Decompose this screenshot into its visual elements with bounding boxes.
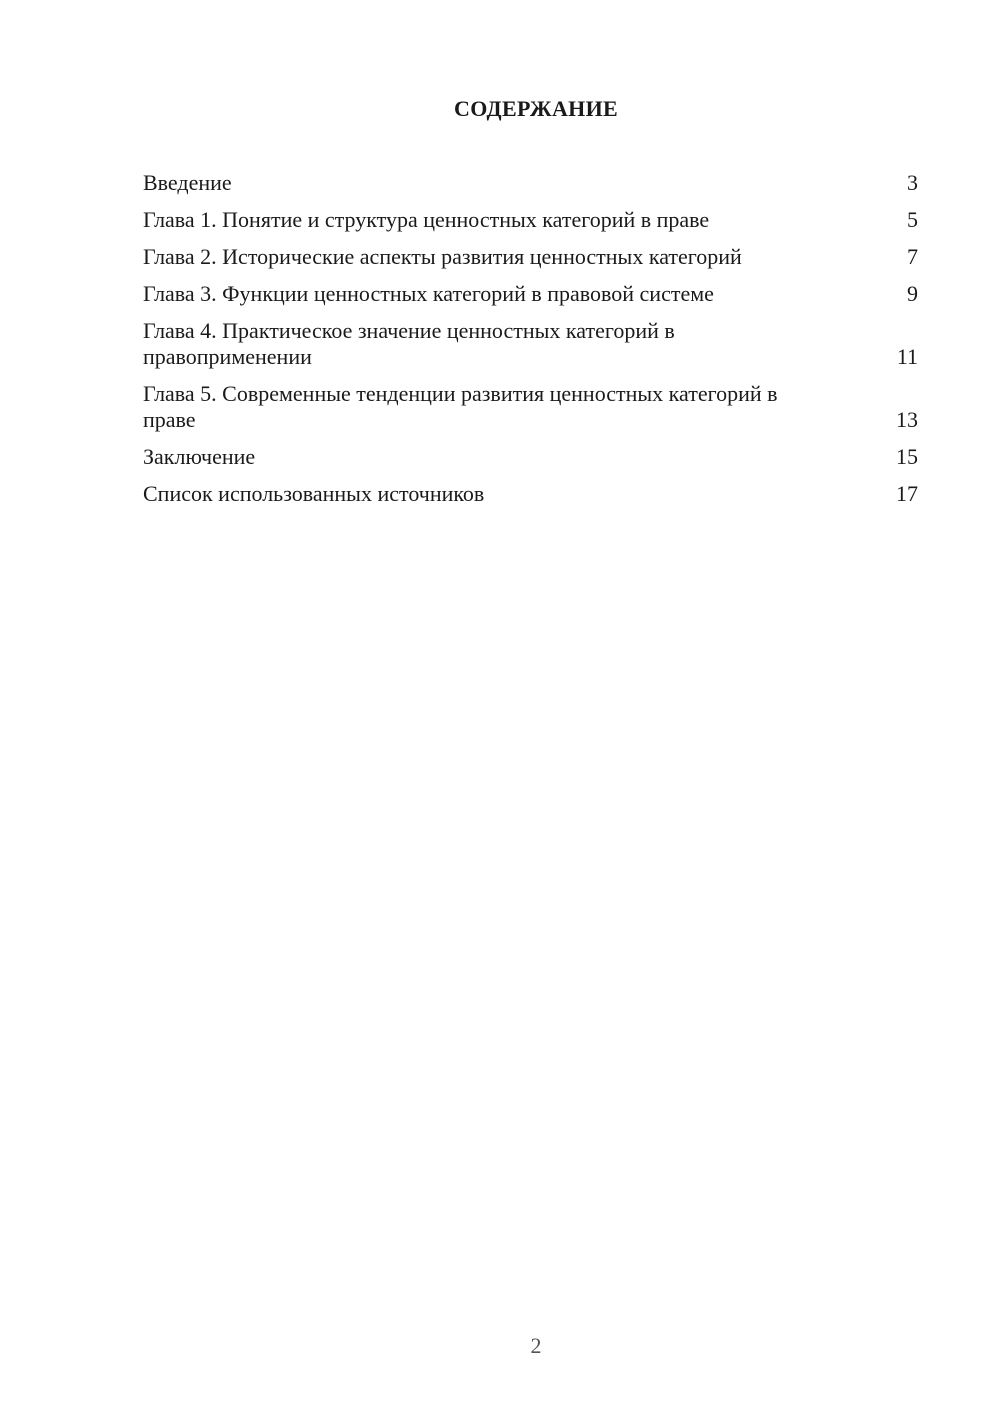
toc-entry-chapter-2 bbox=[143, 244, 918, 270]
toc-entry-references bbox=[143, 481, 918, 507]
toc-entry-page: 7 bbox=[907, 244, 918, 269]
toc-entry-page: 5 bbox=[907, 207, 918, 232]
toc-entry-title: Глава 2. Исторические аспекты развития ценностных категорий bbox=[143, 244, 742, 269]
toc-entry-title: Глава 3. Функции ценностных категорий в правовой системе bbox=[143, 281, 714, 306]
toc-entry-title: Заключение bbox=[143, 444, 256, 469]
toc-entry-title: Глава 1. Понятие и структура ценностных категорий в праве bbox=[143, 207, 710, 232]
page-number: 2 bbox=[530, 1333, 542, 1358]
toc-entry-page: 17 bbox=[896, 481, 918, 506]
toc-entry-chapter-1 bbox=[143, 207, 918, 233]
toc-entry-page: 9 bbox=[907, 281, 918, 306]
toc-entry-chapter-3 bbox=[143, 281, 918, 307]
toc-entry-page: 13 bbox=[896, 407, 918, 432]
toc-entry-title: Глава 4. Практическое значение ценностных категорий в правоприменении bbox=[143, 318, 675, 369]
toc-entry-title: Список использованных источников bbox=[143, 481, 485, 506]
toc-entry-page: 11 bbox=[896, 344, 918, 369]
toc-heading: СОДЕРЖАНИЕ bbox=[454, 96, 618, 121]
toc-entry-page: 15 bbox=[896, 444, 918, 469]
toc-entry-page: 3 bbox=[907, 170, 918, 195]
toc-entry-chapter-4 bbox=[143, 318, 918, 370]
toc-entry-conclusion bbox=[143, 444, 918, 470]
toc-entry-title: Глава 5. Современные тенденции развития ценностных категорий в праве bbox=[143, 381, 778, 432]
toc-entry-title: Введение bbox=[143, 170, 232, 195]
toc-entry-chapter-5 bbox=[143, 381, 918, 433]
toc-entry-introduction bbox=[143, 170, 918, 196]
table-of-contents bbox=[143, 170, 918, 518]
